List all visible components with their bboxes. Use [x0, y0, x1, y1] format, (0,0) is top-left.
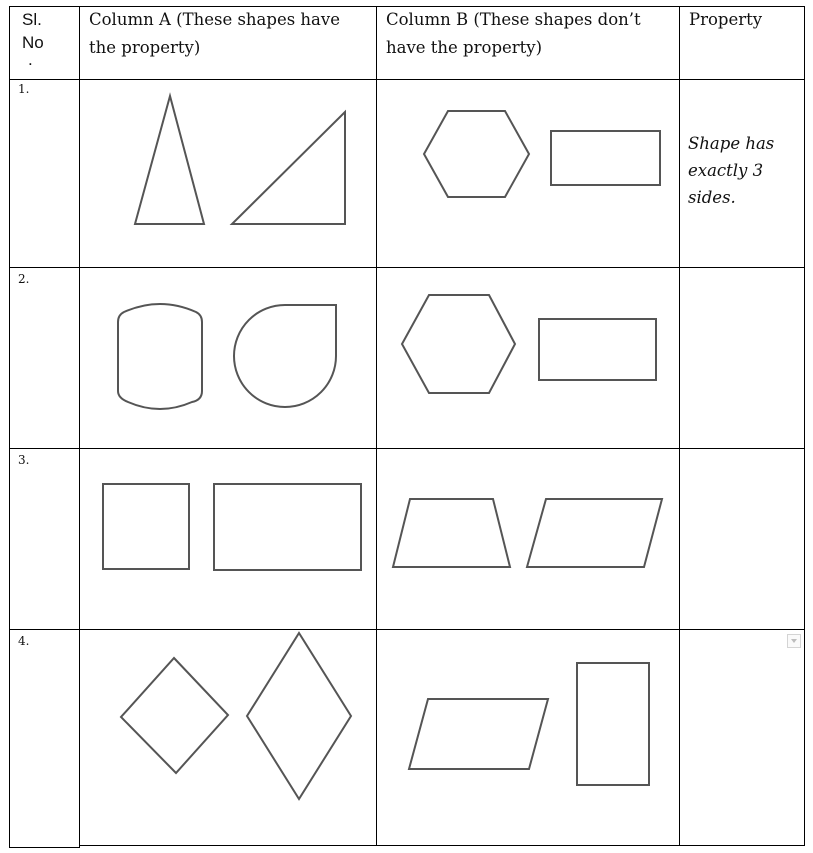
- row-2-number: 2.: [18, 272, 30, 286]
- header-column-a: Column A (These shapes have the property): [89, 10, 340, 57]
- row-1-property: Shape has exactly 3 sides.: [688, 134, 775, 207]
- row-4-number: 4.: [18, 634, 30, 648]
- row-1-number: 1.: [18, 82, 30, 96]
- header-sl-no-line-1: Sl.: [22, 10, 42, 29]
- header-column-b: Column B (These shapes don’t have the property): [386, 10, 641, 57]
- row-3-number: 3.: [18, 453, 30, 467]
- header-sl-no-line-3: .: [28, 50, 33, 69]
- header-sl-no-line-2: No: [22, 33, 44, 52]
- header-property: Property: [689, 10, 763, 29]
